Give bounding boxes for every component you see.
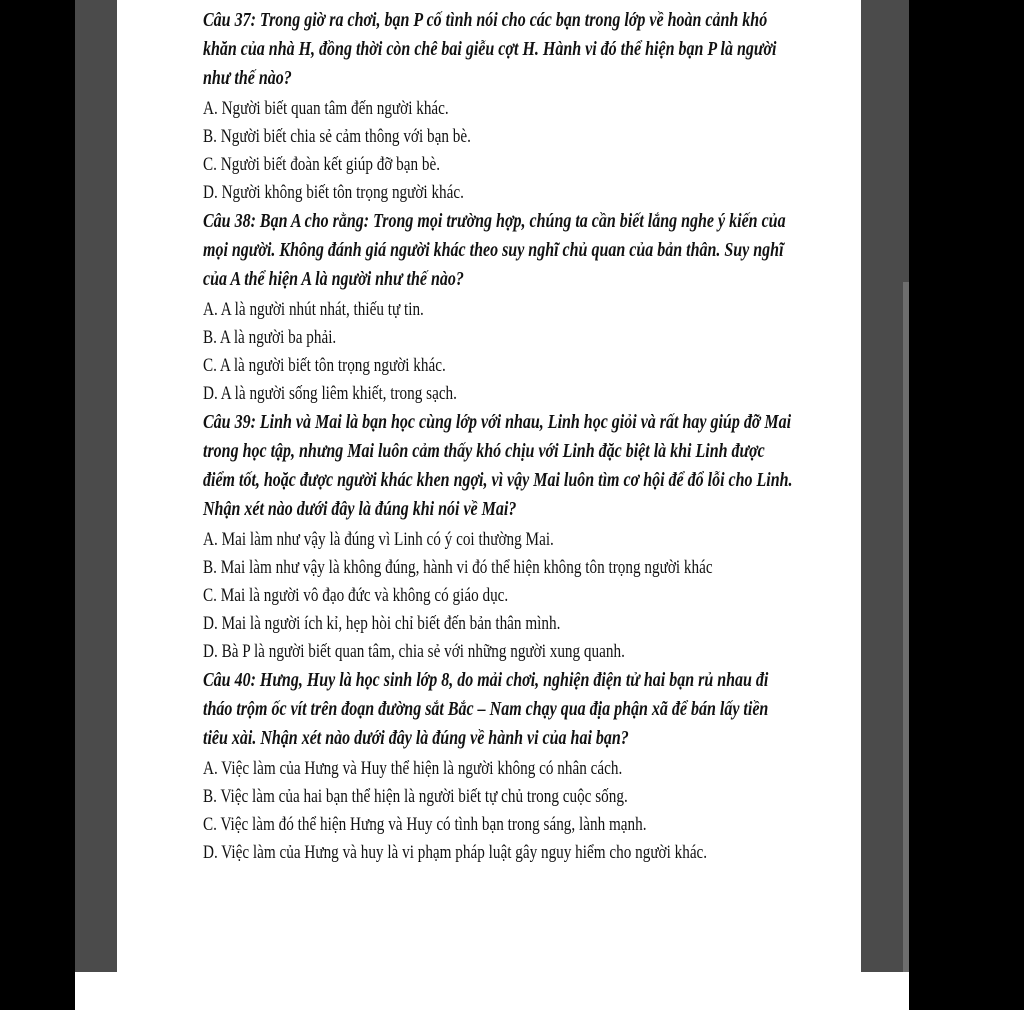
- option-b: B. A là người ba phải.: [203, 327, 337, 348]
- question-37: [203, 6, 803, 207]
- option-c: C. Việc làm đó thể hiện Hưng và Huy có tình bạn trong sáng, lành mạnh.: [203, 814, 647, 835]
- option-c: C. A là người biết tôn trọng người khác.: [203, 355, 446, 376]
- question-text: Câu 38: Bạn A cho rằng: Trong mọi trường hợp, chúng ta cần biết lắng nghe ý kiến của mọi người. Không đánh giá người khác theo suy nghĩ chủ quan của bản thân. Suy nghĩ của A thể hiện A là người như thế nào?: [203, 210, 786, 290]
- option-b: B. Người biết chia sẻ cảm thông với bạn bè.: [203, 126, 471, 147]
- left-margin-panel: [75, 0, 117, 972]
- option-c: C. Mai là người vô đạo đức và không có giáo dục.: [203, 585, 509, 606]
- option-d: D. A là người sống liêm khiết, trong sạch.: [203, 383, 457, 404]
- option-d: D. Việc làm của Hưng và huy là vi phạm pháp luật gây nguy hiểm cho người khác.: [203, 842, 708, 863]
- option-c: C. Người biết đoàn kết giúp đỡ bạn bè.: [203, 154, 441, 175]
- page-content: [203, 6, 803, 867]
- question-39: [203, 408, 803, 666]
- question-text: Câu 39: Linh và Mai là bạn học cùng lớp với nhau, Linh học giỏi và rất hay giúp đỡ Mai trong học tập, nhưng Mai luôn cảm thấy khó chịu với Linh đặc biệt là khi Linh được điểm tốt, hoặc được người khác khen ngợi, vì vậy Mai luôn tìm cơ hội để đổ lỗi cho Linh. Nhận xét nào dưới đây là đúng khi nói về Mai?: [203, 411, 793, 520]
- right-margin-panel: [861, 0, 909, 972]
- option-b: B. Việc làm của hai bạn thể hiện là người biết tự chủ trong cuộc sống.: [203, 786, 628, 807]
- option-d-extra: D. Bà P là người biết quan tâm, chia sẻ với những người xung quanh.: [203, 641, 625, 662]
- option-a: A. Người biết quan tâm đến người khác.: [203, 98, 449, 119]
- option-a: A. Mai làm như vậy là đúng vì Linh có ý coi thường Mai.: [203, 529, 554, 550]
- question-text: Câu 40: Hưng, Huy là học sinh lớp 8, do mải chơi, nghiện điện tử hai bạn rủ nhau đi tháo trộm ốc vít trên đoạn đường sắt Bắc – Nam chạy qua địa phận xã để bán lấy tiền tiêu xài. Nhận xét nào dưới đây là đúng về hành vi của hai bạn?: [203, 669, 769, 749]
- question-40: [203, 666, 803, 867]
- document-page: [117, 0, 861, 972]
- option-a: A. A là người nhút nhát, thiếu tự tin.: [203, 299, 424, 320]
- question-text: Câu 37: Trong giờ ra chơi, bạn P cố tình nói cho các bạn trong lớp về hoàn cảnh khó khăn của nhà H, đồng thời còn chê bai giễu cợt H. Hành vi đó thể hiện bạn P là người như thế nào?: [203, 9, 777, 89]
- scrollbar-thumb[interactable]: [903, 282, 909, 972]
- option-b: B. Mai làm như vậy là không đúng, hành vi đó thể hiện không tôn trọng người khác: [203, 557, 713, 578]
- option-a: A. Việc làm của Hưng và Huy thể hiện là người không có nhân cách.: [203, 758, 623, 779]
- option-d: D. Người không biết tôn trọng người khác.: [203, 182, 464, 203]
- option-d: D. Mai là người ích kỉ, hẹp hòi chỉ biết đến bản thân mình.: [203, 613, 561, 634]
- question-38: [203, 207, 803, 408]
